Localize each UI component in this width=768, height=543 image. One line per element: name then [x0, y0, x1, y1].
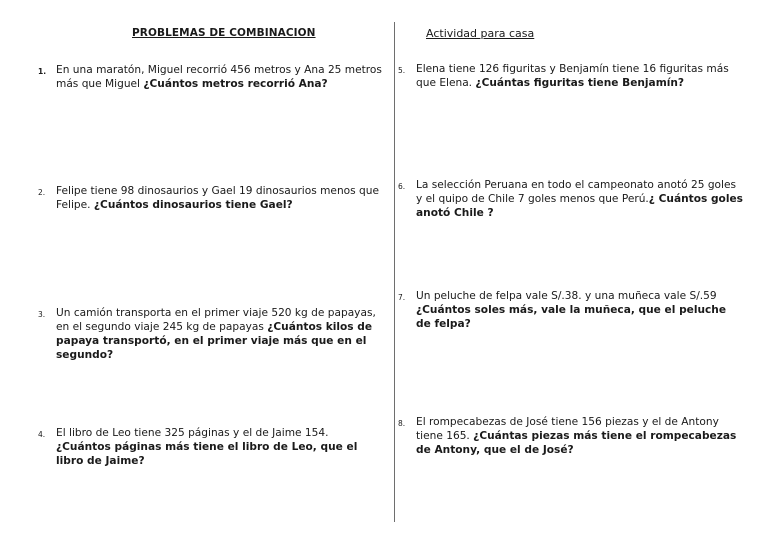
problem-statement: Felipe tiene 98 dinosaurios y Gael 19 dinosaurios menos que Felipe. [56, 185, 379, 211]
problem-number: 7. [398, 293, 406, 302]
problem-question: ¿Cuántas figuritas tiene Benjamín? [475, 77, 685, 89]
problem-question: ¿ Cuántos goles anotó Chile ? [416, 193, 743, 219]
problem-statement: La selección Peruana en todo el campeonato anotó 25 goles y el quipo de Chile 7 goles menos que Perú. [416, 179, 737, 205]
problem-number: 5. [398, 66, 406, 75]
worksheet-title: PROBLEMAS DE COMBINACION [132, 27, 316, 39]
problem-question: ¿Cuántos kilos de papaya transportó, en el primer viaje más que en el segundo? [56, 321, 373, 361]
problem-number: 8. [398, 419, 406, 428]
problem-number: 3. [38, 310, 46, 319]
problem-question: ¿Cuántos páginas más tiene el libro de Leo, que el libro de Jaime? [56, 441, 358, 467]
column-divider [394, 22, 395, 522]
problem-statement: En una maratón, Miguel recorrió 456 metros y Ana 25 metros más que Miguel [56, 64, 382, 90]
problem-number: 1. [38, 67, 47, 76]
problem-statement: Un camión transporta en el primer viaje 520 kg de papayas, en el segundo viaje 245 kg de papayas [56, 307, 376, 333]
problem-statement: El rompecabezas de José tiene 156 piezas y el de Antony tiene 165. [416, 416, 719, 442]
problem-number: 6. [398, 182, 406, 191]
homework-title: Actividad para casa [426, 27, 535, 40]
problem-statement: Elena tiene 126 figuritas y Benjamín tiene 16 figuritas más que Elena. [416, 63, 729, 89]
problem-number: 2. [38, 188, 46, 197]
problem-statement: Un peluche de felpa vale S/.38. y una muñeca vale S/.59 [416, 290, 717, 302]
problem-question: ¿Cuántos dinosaurios tiene Gael? [93, 199, 293, 211]
problem-question: ¿Cuántos soles más, vale la muñeca, que el peluche de felpa? [416, 304, 727, 330]
problem-question: ¿Cuántos metros recorrió Ana? [143, 78, 328, 90]
problem-number: 4. [38, 430, 46, 439]
problem-statement: El libro de Leo tiene 325 páginas y el de Jaime 154. [56, 427, 329, 439]
problem-question: ¿Cuántas piezas más tiene el rompecabezas de Antony, que el de José? [416, 430, 737, 456]
